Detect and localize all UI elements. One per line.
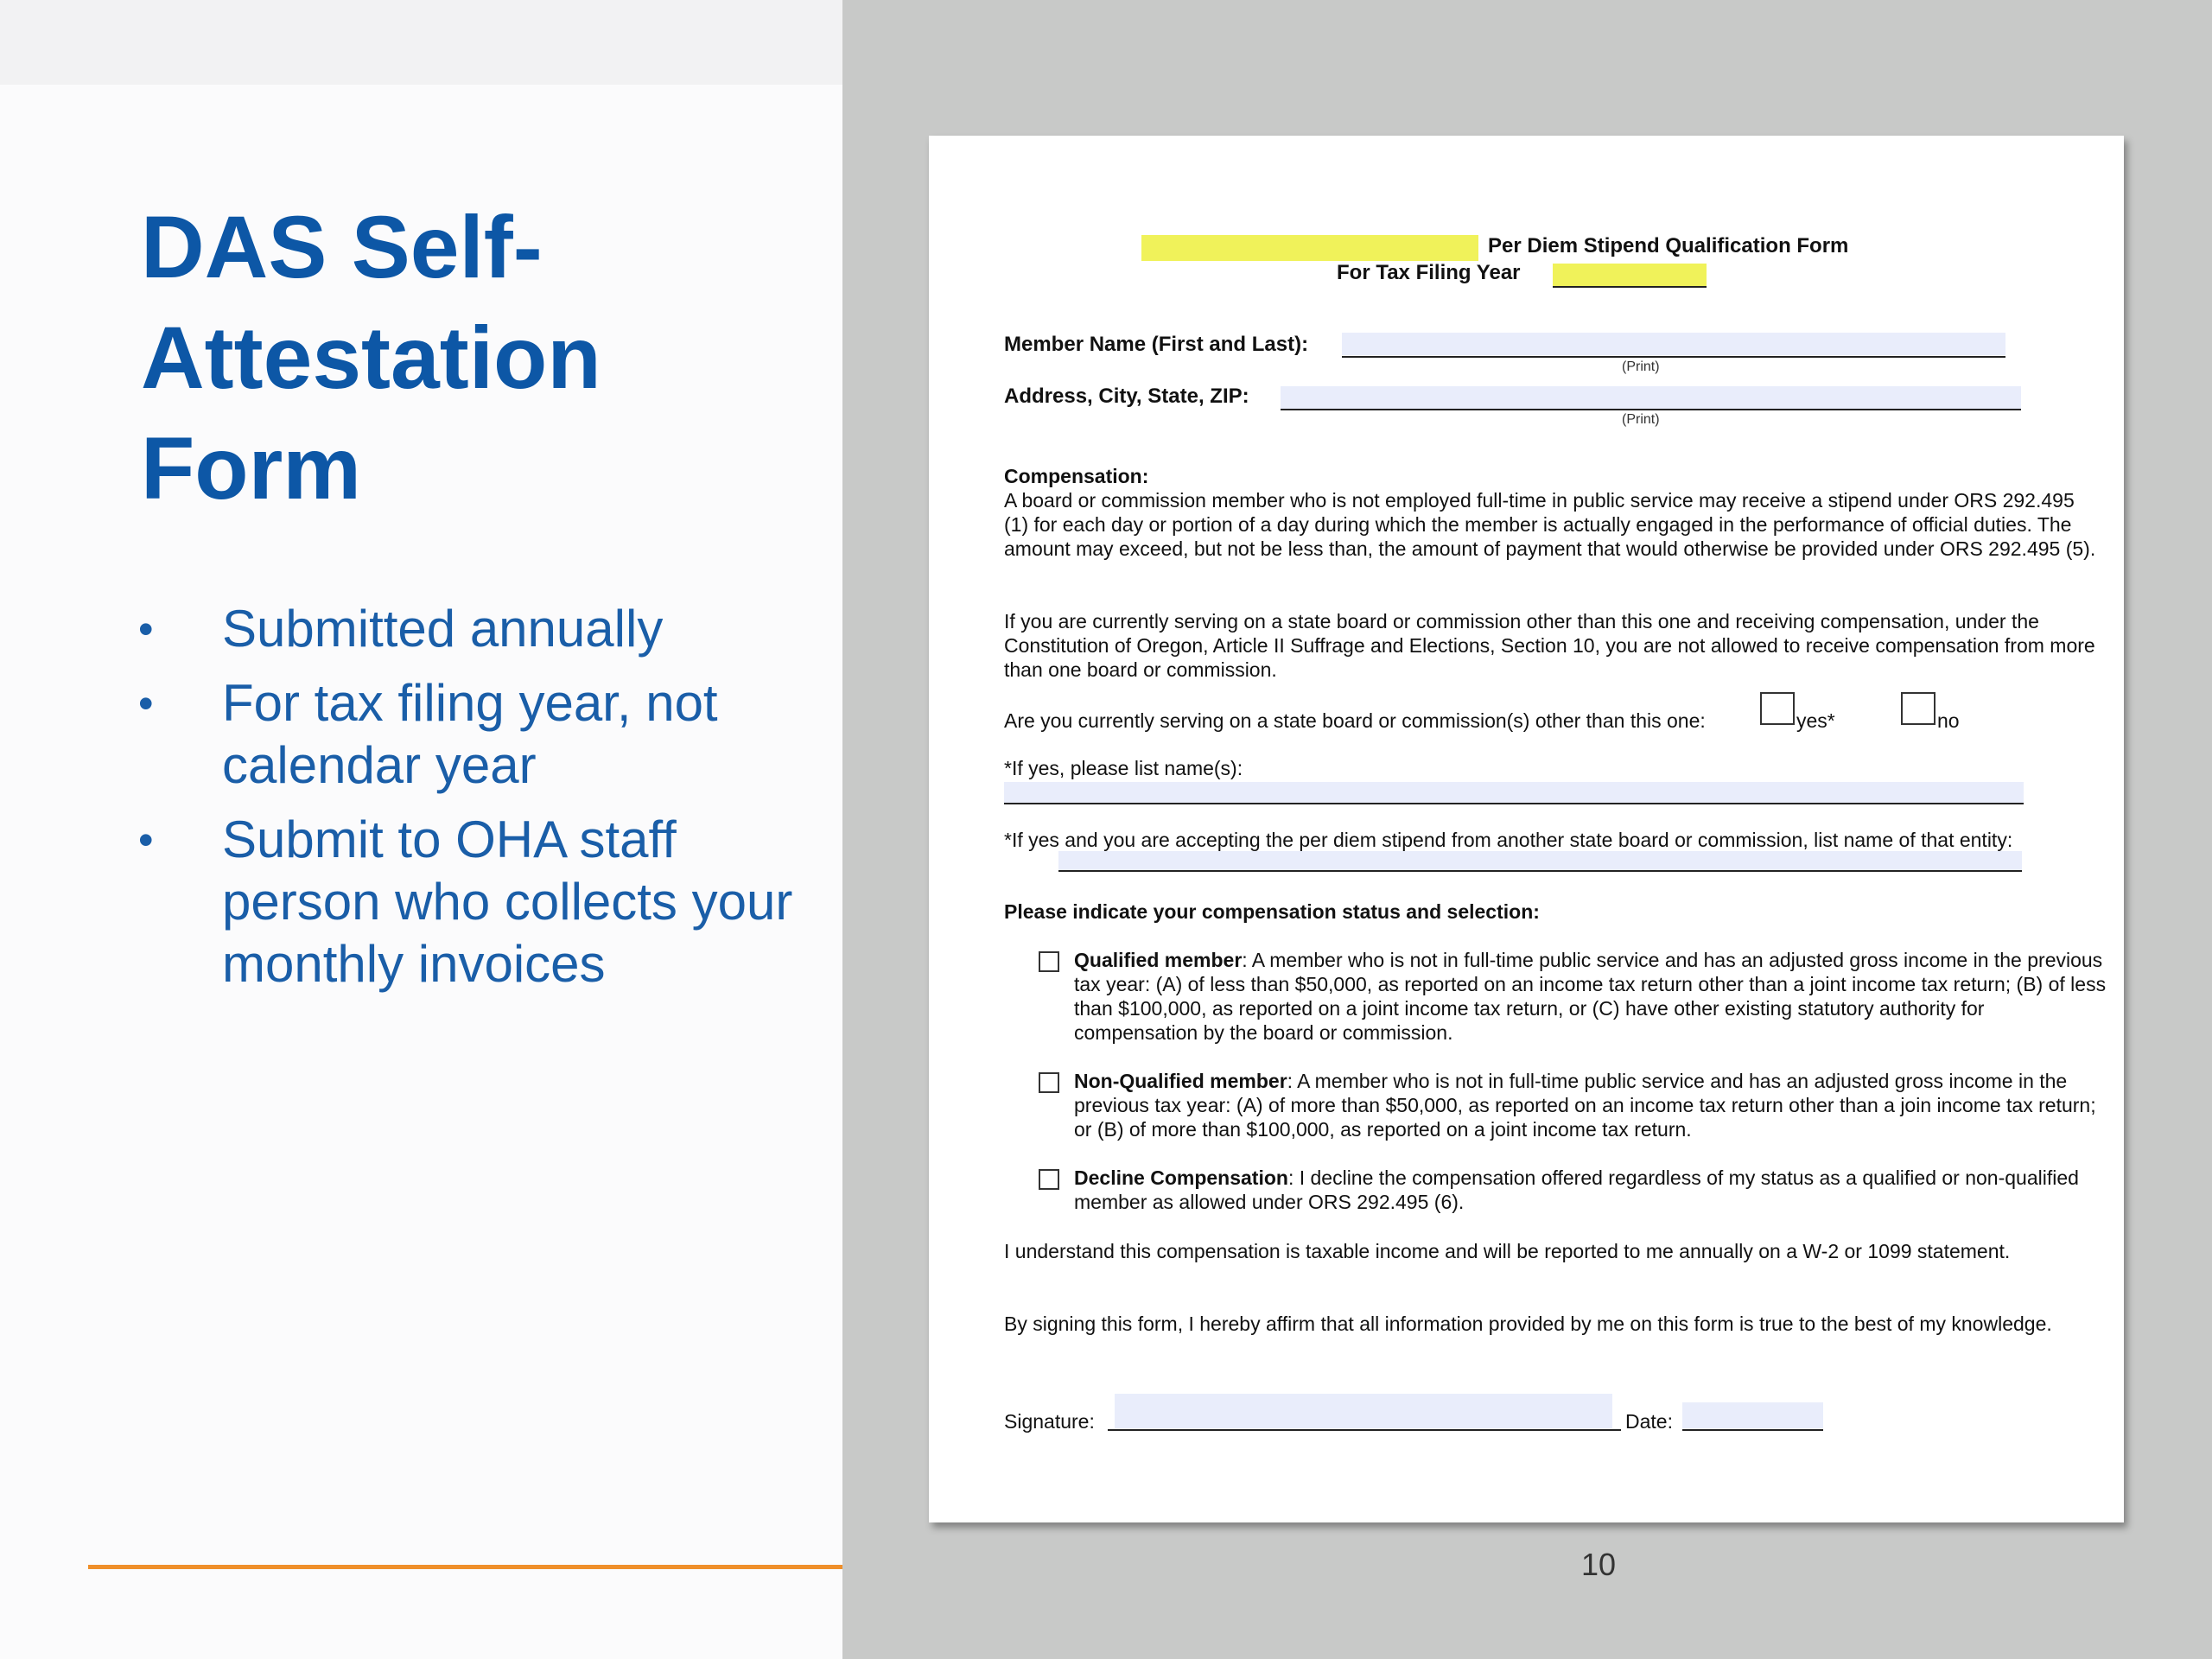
option-title: Qualified member: [1074, 949, 1243, 971]
compensation-text: A board or commission member who is not employed full-time in public service may receive a stipend under ORS 292.495 (1) for each day or portion of a day during which the member is actually engaged in the performance of official duties. The amount may exceed, but not be less than, the amount of payment that would otherwise be provided under ORS 292.495 (5).: [1004, 489, 2096, 560]
date-label: Date:: [1625, 1410, 1673, 1433]
form-document: [929, 136, 2124, 1522]
no-checkbox[interactable]: [1901, 692, 1936, 725]
option-title: Non-Qualified member: [1074, 1070, 1287, 1092]
date-field[interactable]: [1682, 1402, 1823, 1428]
signature-label: Signature:: [1004, 1410, 1095, 1433]
bullet-dot: •: [138, 605, 154, 653]
accepting-text: *If yes and you are accepting the per diem stipend from another state board or commission, list name of that entity:: [1004, 829, 2013, 851]
option-non-qualified: Non-Qualified member: A member who is not in full-time public service and has an adjusted gross income in the previous tax year: (A) of more than $50,000, as reported on an income tax return other than a join income tax return; or (B) of more than $100,000, as reported on a joint income tax return.: [1074, 1070, 2096, 1141]
affirm-text: By signing this form, I hereby affirm that all information provided by me on this form is true to the best of my knowledge.: [1004, 1313, 2052, 1335]
member-name-field[interactable]: [1342, 333, 2005, 355]
member-name-label: Member Name (First and Last):: [1004, 333, 1309, 356]
yes-checkbox[interactable]: [1760, 692, 1795, 725]
slide-title: DAS Self-Attestation Form: [141, 198, 601, 518]
list-names-label: *If yes, please list name(s):: [1004, 757, 1243, 779]
other-board-text: If you are currently serving on a state board or commission other than this one and receiving compensation, under the Constitution of Oregon, Article II Suffrage and Elections, Section 10, you are not allowed to receive compensation from more than one board or commission.: [1004, 610, 2095, 681]
top-band: [0, 0, 842, 85]
list-names-field[interactable]: [1004, 782, 2024, 803]
no-label: no: [1937, 709, 1960, 732]
agency-name-highlight: [1141, 235, 1478, 261]
page-number: 10: [1580, 1547, 1617, 1582]
print-note: (Print): [1622, 412, 1660, 427]
tax-year-field[interactable]: [1553, 264, 1707, 286]
bullet-item: • For tax filing year, not calendar year: [138, 674, 718, 794]
decline-checkbox[interactable]: [1039, 1169, 1059, 1190]
bullet-item: • Submitted annually: [138, 598, 830, 660]
status-heading: Please indicate your compensation status and selection:: [1004, 900, 1540, 923]
print-note: (Print): [1622, 359, 1660, 374]
other-entity-field[interactable]: [1058, 851, 2022, 870]
tax-year-label: For Tax Filing Year: [1337, 261, 1521, 284]
option-decline: Decline Compensation: I decline the compensation offered regardless of my status as a qualified or non-qualified member as allowed under ORS 292.495 (6).: [1074, 1166, 2079, 1213]
bullet-dot: •: [138, 816, 154, 864]
qualified-checkbox[interactable]: [1039, 951, 1059, 972]
address-field[interactable]: [1281, 386, 2021, 409]
form-title: Per Diem Stipend Qualification Form: [1488, 234, 1849, 257]
serving-question: Are you currently serving on a state board or commission(s) other than this one:: [1004, 709, 1706, 732]
address-label: Address, City, State, ZIP:: [1004, 385, 1249, 408]
non-qualified-checkbox[interactable]: [1039, 1072, 1059, 1093]
signature-field[interactable]: [1115, 1394, 1612, 1428]
option-qualified: Qualified member: A member who is not in full-time public service and has an adjusted gross income in the previous tax year: (A) of less than $50,000, as reported on an income tax return other than a joint income tax return; (B) of less than $100,000, as reported on a joint income tax return, or (C) have other existing statutory authority for compensation by the board or commission.: [1074, 949, 2107, 1044]
bullet-list: [138, 598, 830, 1007]
slide-text-panel: [0, 0, 842, 1659]
yes-label: yes*: [1796, 709, 1835, 732]
bullet-dot: •: [138, 679, 154, 728]
taxable-text: I understand this compensation is taxable income and will be reported to me annually on a W-2 or 1099 statement.: [1004, 1240, 2011, 1262]
bullet-item: • Submit to OHA staff person who collects your monthly invoices: [138, 810, 793, 993]
compensation-heading: Compensation:: [1004, 465, 1149, 487]
accent-rule: [88, 1565, 842, 1569]
option-title: Decline Compensation: [1074, 1166, 1288, 1189]
